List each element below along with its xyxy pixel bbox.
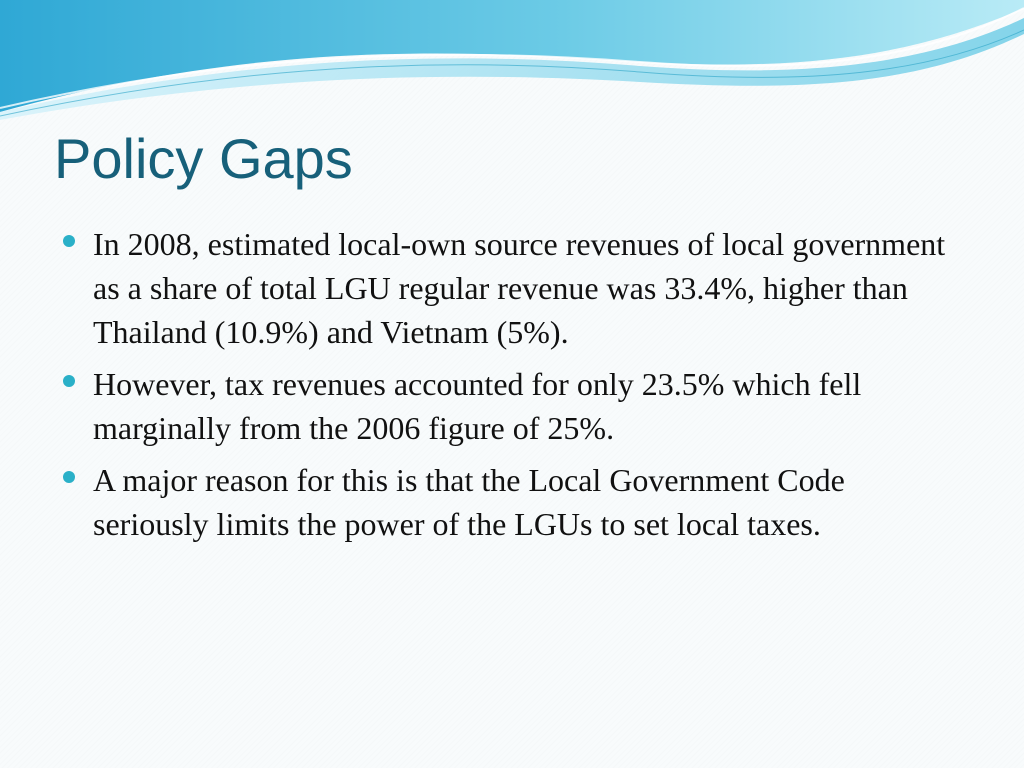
header-wave-decoration — [0, 0, 1024, 130]
slide-title: Policy Gaps — [54, 127, 353, 190]
bullet-text: In 2008, estimated local-own source revenues of local government as a share of total LGU regular revenue was 33.4%, higher than Thailand (10.9%) and Vietnam (5%). — [93, 226, 946, 350]
bullet-text: However, tax revenues accounted for only 23.5% which fell marginally from the 2006 figure of 25%. — [93, 366, 862, 446]
bullet-dot-icon — [63, 375, 75, 387]
bullet-item — [62, 458, 962, 546]
bullet-item — [62, 222, 962, 354]
bullet-dot-icon — [63, 471, 75, 483]
bullet-dot-icon — [63, 235, 75, 247]
bullet-item — [62, 362, 962, 450]
bullet-list — [62, 222, 962, 554]
bullet-text: A major reason for this is that the Local Government Code seriously limits the power of the LGUs to set local taxes. — [93, 462, 845, 542]
